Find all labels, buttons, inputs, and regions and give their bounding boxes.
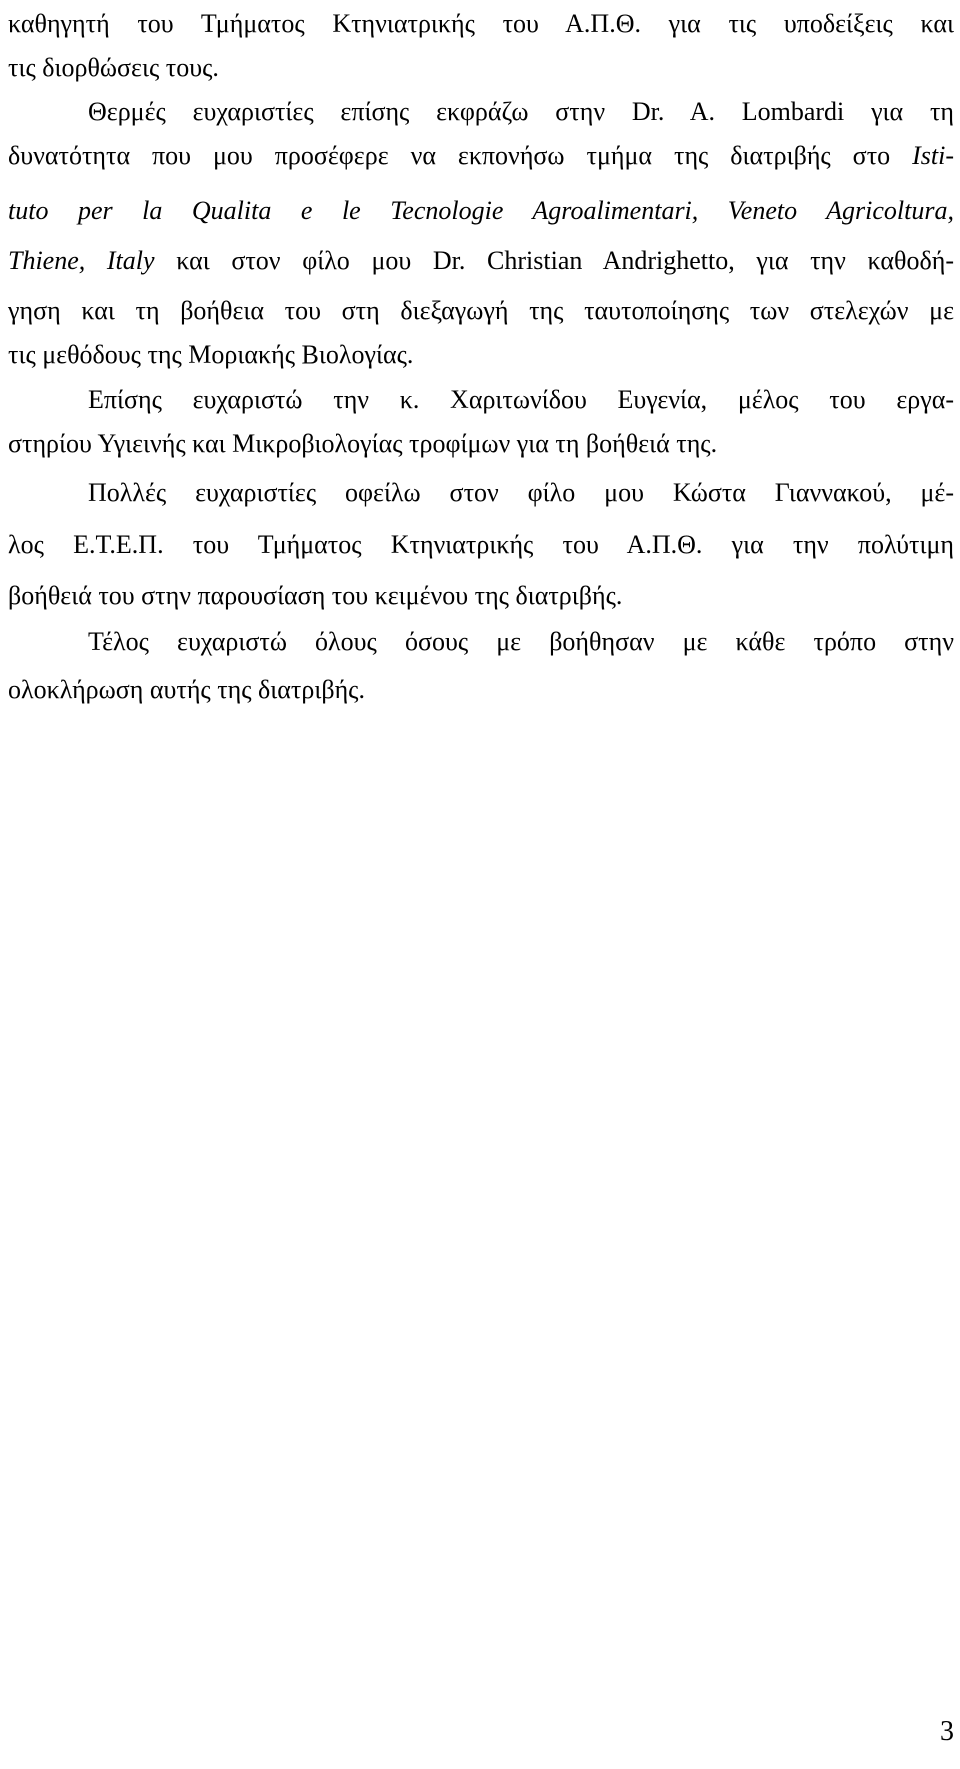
paragraph-line: τις μεθόδους της Μοριακής Βιολογίας.	[8, 340, 414, 369]
paragraph-line: στηρίου Υγιεινής και Μικροβιολογίας τροφίμων για τη βοήθειά της.	[8, 429, 718, 458]
paragraph-line: καθηγητή του Τμήματος Κτηνιατρικής του Α.Π.Θ. για τις υποδείξεις και	[8, 9, 954, 38]
paragraph-line: Επίσης ευχαριστώ την κ. Χαριτωνίδου Ευγενία, μέλος του εργα-	[88, 385, 954, 414]
paragraph-line: Θερμές ευχαριστίες επίσης εκφράζω στην Dr. A. Lombardi για τη	[88, 97, 954, 126]
text-span: και στον φίλο μου Dr. Christian Andrighetto, για την καθοδή-	[176, 246, 954, 275]
paragraph-line: Πολλές ευχαριστίες οφείλω στον φίλο μου Κώστα Γιαννακού, μέ-	[88, 478, 954, 507]
italic-text-span: Thiene, Italy	[8, 246, 155, 275]
paragraph-line: tuto per la Qualita e le Tecnologie Agroalimentari, Veneto Agricoltura,	[8, 196, 954, 225]
paragraph-line: τις διορθώσεις τους.	[8, 53, 219, 82]
paragraph-line: ολοκλήρωση αυτής της διατριβής.	[8, 675, 365, 704]
paragraph-line: λος Ε.Τ.Ε.Π. του Τμήματος Κτηνιατρικής του Α.Π.Θ. για την πολύτιμη	[8, 530, 954, 559]
paragraph-line	[8, 233, 954, 289]
italic-text-span: Isti-	[912, 141, 955, 170]
paragraph-line: Τέλος ευχαριστώ όλους όσους με βοήθησαν με κάθε τρόπο στην	[88, 627, 954, 656]
paragraph-line: γηση και τη βοήθεια του στη διεξαγωγή της ταυτοποίησης των στελεχών με	[8, 296, 954, 325]
page-number: 3	[940, 1716, 954, 1747]
paragraph-line: βοήθειά του στην παρουσίαση του κειμένου της διατριβής.	[8, 581, 623, 610]
text-span: δυνατότητα που μου προσέφερε να εκπονήσω τμήμα της διατριβής στο	[8, 141, 891, 170]
paragraph-line	[8, 128, 954, 184]
